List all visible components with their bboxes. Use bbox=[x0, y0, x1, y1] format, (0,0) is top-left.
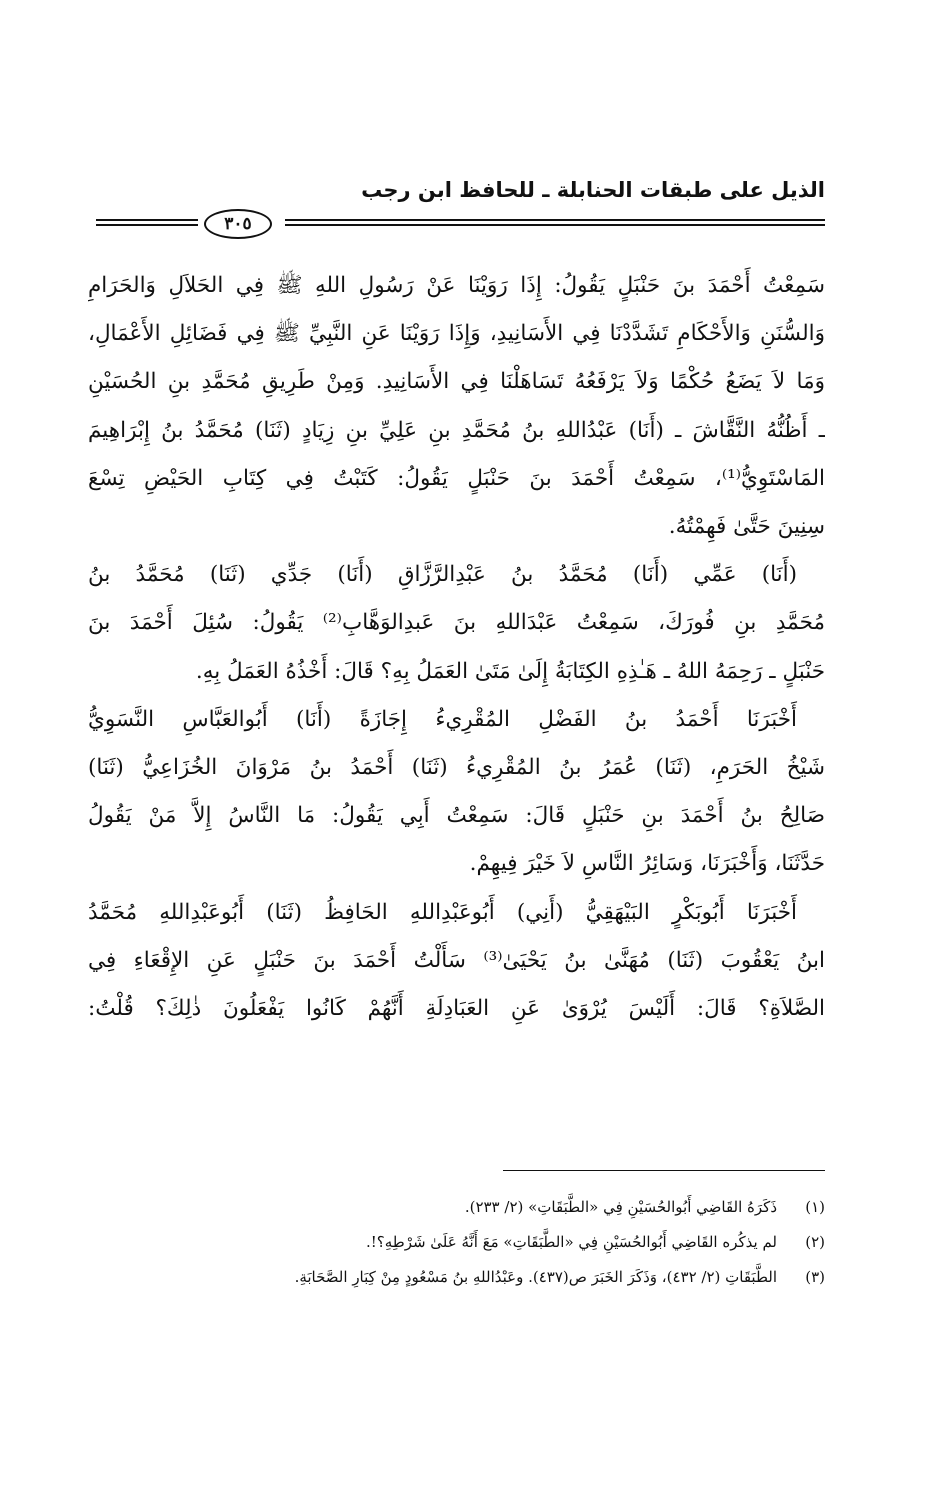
text-line: (أَنَا) عَمِّي (أَنَا) مُحَمَّدُ بنُ عَبْدِالرَّزَّاقِ (أَنَا) جَدِّي (ثَنَا) مُحَمَّدُ بنُ bbox=[88, 562, 797, 588]
running-title: الذيل على طبقات الحنابلة ـ للحافظ ابن رجب bbox=[361, 178, 825, 202]
footnote-2 bbox=[88, 1225, 825, 1260]
footnote-number: (٣) bbox=[805, 1268, 825, 1286]
text-line: وَمَا لاَ يَضَعُ حُكْمًا وَلاَ يَرْفَعُهُ تَسَاهَلْنَا فِي الأَسَانِيدِ. وَمِنْ طَرِيقِ مُحَمَّدِ بنِ الحُسَيْنِ bbox=[88, 369, 825, 395]
footnotes bbox=[88, 1190, 825, 1295]
text-line: سِنِينَ حَتَّىٰ فَهِمْتُهُ. bbox=[668, 514, 825, 540]
header-double-line-right bbox=[285, 219, 825, 226]
footnote-separator bbox=[503, 1170, 825, 1171]
text-line: المَاسْتَوِيُّ⁽¹⁾، سَمِعْتُ أَحْمَدَ بنَ حَنْبَلٍ يَقُولُ: كَتَبْتُ فِي كِتَابِ الحَيْضِ تِسْعَ bbox=[88, 465, 825, 491]
text-line: شَيْخُ الحَرَمِ، (ثَنَا) عُمَرُ بنُ المُقْرِيءُ (ثَنَا) أَحْمَدُ بنُ مَرْوَانَ الخُزَاعِيُّ (ثَنَا) bbox=[88, 755, 825, 781]
text-line: وَالسُّنَنِ وَالأَحْكَامِ تَشَدَّدْنَا فِي الأَسَانِيدِ، وَإِذَا رَوَيْنَا عَنِ النَّبِيِّ ﷺ فِي فَضَائِلِ الأَعْمَالِ، bbox=[88, 321, 825, 347]
text-line: صَالِحُ بنُ أَحْمَدَ بنِ حَنْبَلٍ قَالَ: سَمِعْتُ أَبِي يَقُولُ: مَا النَّاسُ إِلاَّ مَنْ يَقُولُ bbox=[88, 803, 825, 829]
header-double-line-left bbox=[96, 219, 198, 226]
text-line: حَنْبَلٍ ـ رَحِمَهُ اللهُ ـ هَـٰذِهِ الكِتَابَةُ إِلَىٰ مَتَىٰ العَمَلُ بِهِ؟ قَالَ: أَخْذُهُ العَمَلُ بِهِ. bbox=[195, 658, 825, 684]
footnote-text: ذَكَرَهُ القَاضِي أَبُوالحُسَيْنِ فِي «الطَّبَقَاتِ» (٢/ ٢٣٣). bbox=[464, 1198, 777, 1216]
footnote-number: (٢) bbox=[805, 1233, 825, 1251]
text-line: أَخْبَرَنَا أَبُوبَكْرٍ البَيْهَقِيُّ (أَنِي) أَبُوعَبْدِاللهِ الحَافِظُ (ثَنَا) أَبُوعَبْدِاللهِ مُحَمَّدُ bbox=[88, 899, 797, 925]
text-line: حَدَّثَنَا، وَأَخْبَرَنَا، وَسَائِرُ النَّاسِ لاَ خَيْرَ فِيهِمْ. bbox=[469, 851, 825, 877]
footnote-1 bbox=[88, 1190, 825, 1225]
text-line: مُحَمَّدِ بنِ فُورَكَ، سَمِعْتُ عَبْدَاللهِ بنَ عَبدِالوَهَّابِ⁽²⁾ يَقُولُ: سُئِلَ أَحْمَدَ بنَ bbox=[88, 610, 825, 636]
text-line: ـ أَظُنُّهُ النَّقَّاشَ ـ (أَنَا) عَبْدُاللهِ بنُ مُحَمَّدِ بنِ عَلِيِّ بنِ زِيَادٍ (ثَنَا) مُحَمَّدُ بنُ إِبْرَاهِيمَ bbox=[88, 417, 825, 443]
text-line: الصَّلاَةِ؟ قَالَ: أَلَيْسَ يُرْوَىٰ عَنِ العَبَادِلَةِ أَنَّهُمْ كَانُوا يَفْعَلُونَ ذٰلِكَ؟ قُلْتُ: bbox=[88, 996, 825, 1022]
page-number: ٣٠٥ bbox=[204, 209, 272, 239]
main-text bbox=[88, 262, 825, 1033]
text-line: سَمِعْتُ أَحْمَدَ بنَ حَنْبَلٍ يَقُولُ: إِذَا رَوَيْنَا عَنْ رَسُولِ اللهِ ﷺ فِي الحَلاَلِ وَالحَرَامِ bbox=[88, 273, 825, 298]
footnote-text: لم يذكُره القَاضِي أَبُوالحُسَيْنِ فِي «الطَّبَقَاتِ» مَعَ أَنَّهُ عَلَىٰ شَرْطِهِ؟!. bbox=[365, 1233, 777, 1251]
footnote-number: (١) bbox=[805, 1198, 825, 1216]
text-line: أَخْبَرَنَا أَحْمَدُ بنُ الفَضْلِ المُقْرِيءُ إِجَازَةً (أَنَا) أَبُوالعَبَّاسِ النَّسَوِيُّ bbox=[88, 706, 797, 732]
footnote-text: الطَّبَقَاتِ (٢/ ٤٣٢)، وَذَكَرَ الخَبَرَ ص(٤٣٧). وعَبْدُاللهِ بنُ مَسْعُودٍ مِنْ كِبَارِ الصَّحَابَةِ. bbox=[294, 1268, 777, 1286]
footnote-3 bbox=[88, 1260, 825, 1295]
text-line: ابنُ يَعْقُوبَ (ثَنَا) مُهَنَّىٰ بنُ يَحْيَىٰ⁽³⁾ سَأَلْتُ أَحْمَدَ بنَ حَنْبَلٍ عَنِ الإِقْعَاءِ فِي bbox=[88, 947, 825, 973]
header-rule bbox=[96, 210, 825, 240]
